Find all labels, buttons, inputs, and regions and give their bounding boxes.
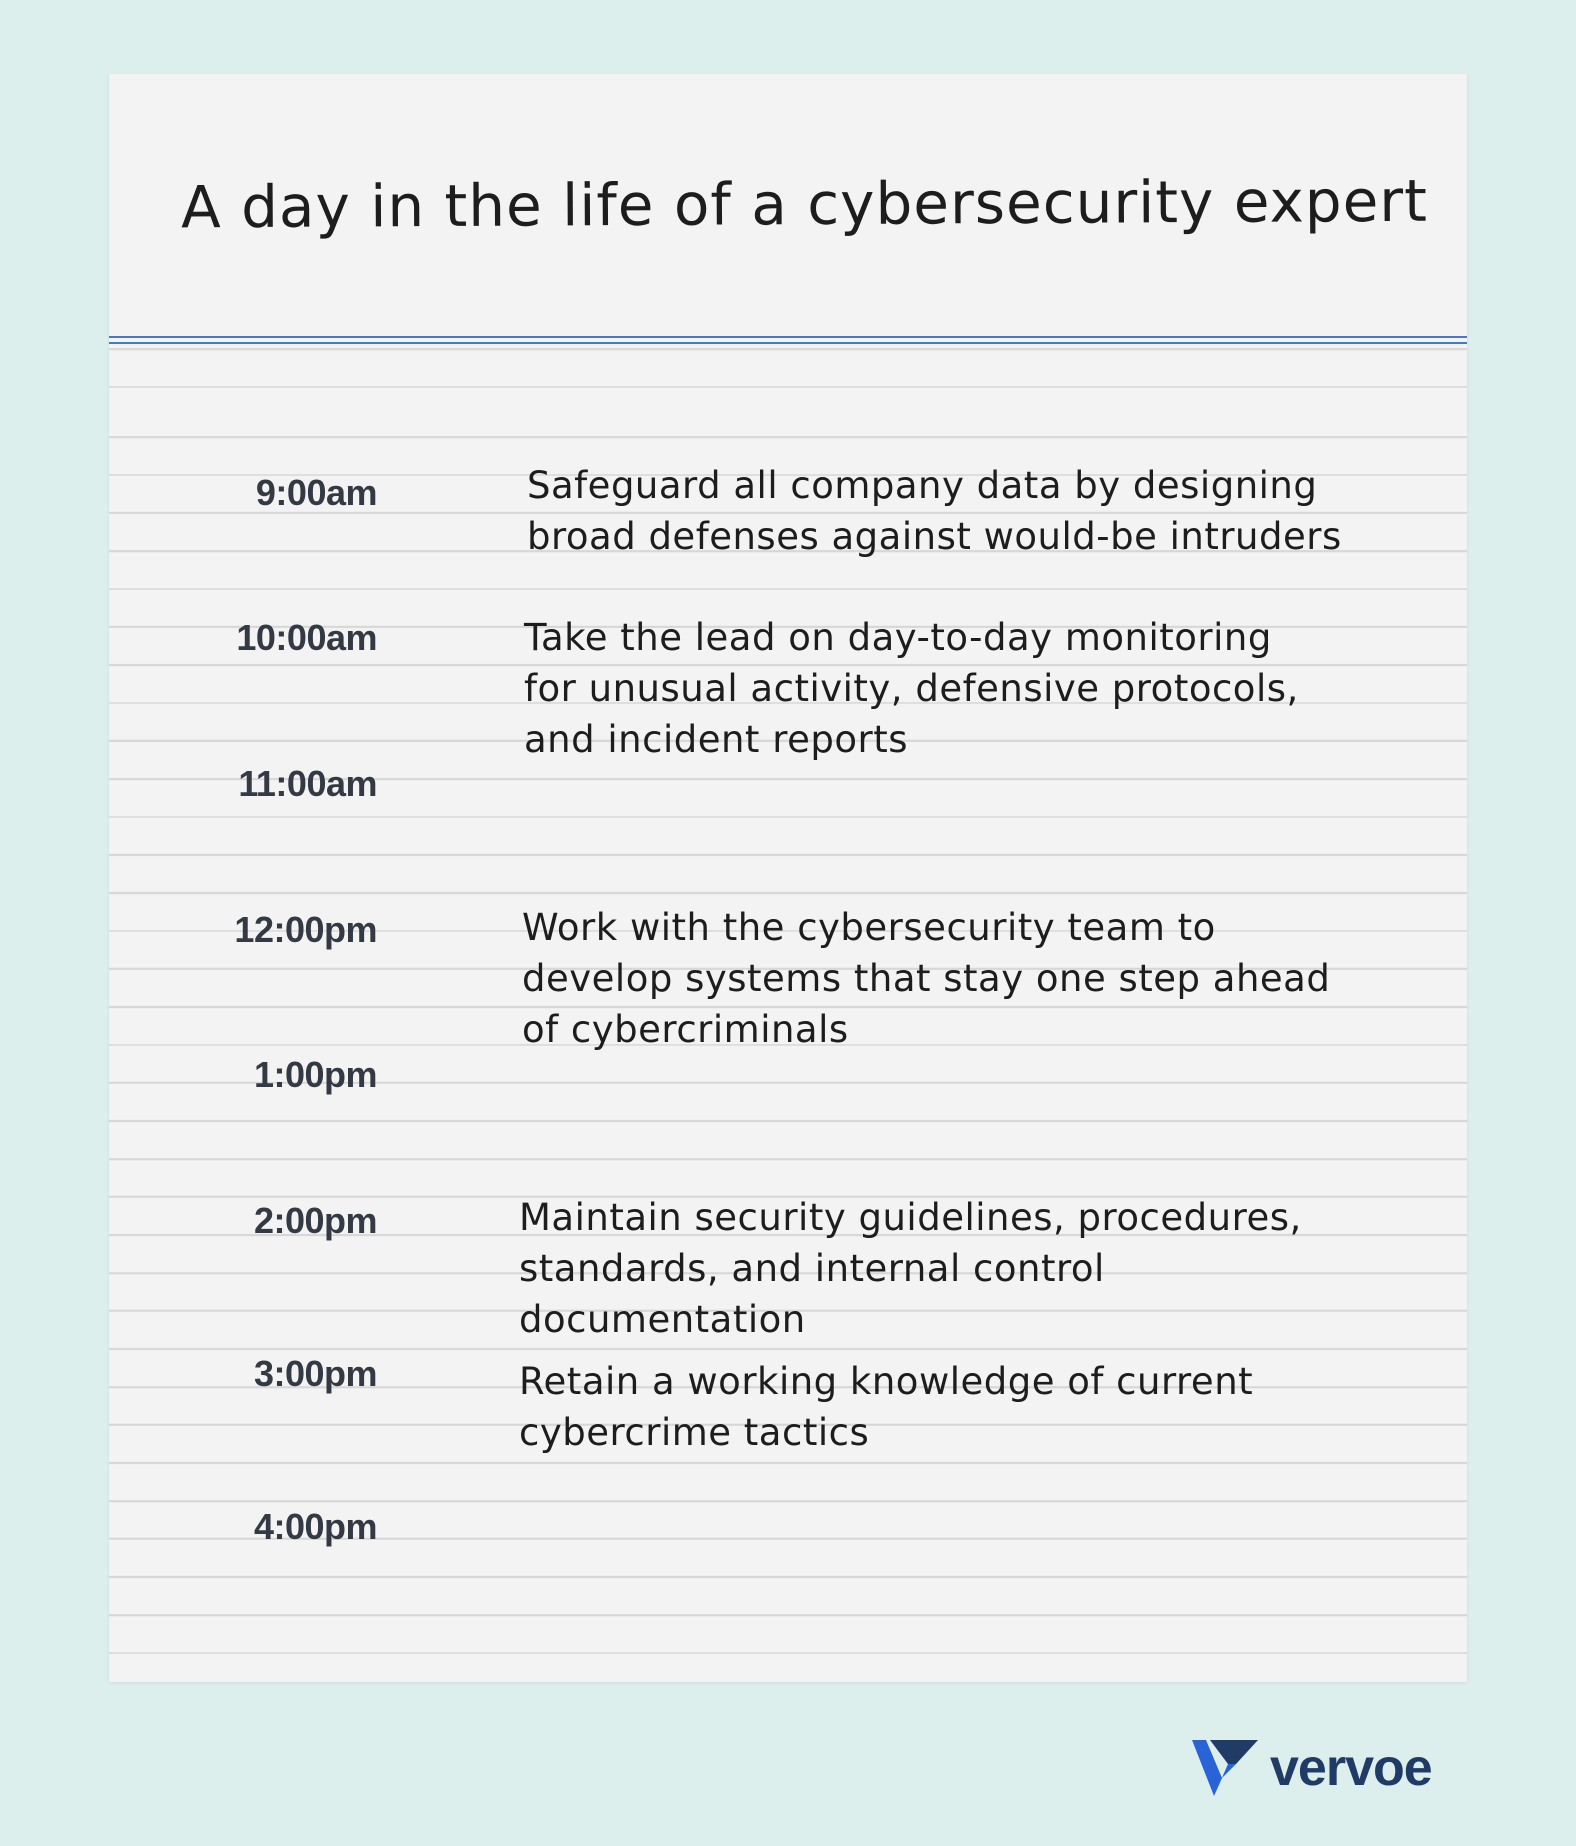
task-entry [527,460,1407,562]
time-label: 1:00pm [253,1054,377,1095]
task-entry [519,1192,1399,1345]
time-label: 10:00am [236,617,377,658]
task-line: Work with the cybersecurity team to [522,906,1216,949]
notebook-paper [109,74,1467,1682]
time-label: 12:00pm [234,909,377,950]
header-rule [109,342,1467,344]
time-label: 11:00am [238,763,377,804]
paper-header [109,74,1467,336]
page-title: A day in the life of a cybersecurity expert [180,166,1429,242]
time-label: 3:00pm [253,1353,377,1394]
brand-name: vervoe [1270,1739,1432,1797]
time-label: 9:00am [255,472,377,513]
time-label: 2:00pm [253,1200,377,1241]
task-entry [522,902,1402,1055]
task-line: develop systems that stay one step ahead [522,957,1331,1000]
task-line: Take the lead on day-to-day monitoring [524,616,1272,659]
task-entry [524,612,1404,765]
task-entry [519,1356,1399,1458]
task-line: Safeguard all company data by designing [527,464,1318,507]
task-line: of cybercriminals [522,1008,849,1051]
header-rule [109,336,1467,338]
task-line: standards, and internal control documentation [519,1247,1105,1341]
time-label: 4:00pm [253,1506,377,1547]
task-line: and incident reports [524,718,908,761]
task-line: cybercrime tactics [519,1411,870,1454]
brand-logo [1192,1738,1432,1798]
task-line: Maintain security guidelines, procedures, [519,1196,1302,1239]
task-line: Retain a working knowledge of current [519,1360,1254,1403]
task-line: for unusual activity, defensive protocols, [524,667,1299,710]
vervoe-logo-icon [1192,1740,1258,1796]
task-line: broad defenses against would-be intruders [527,515,1342,558]
